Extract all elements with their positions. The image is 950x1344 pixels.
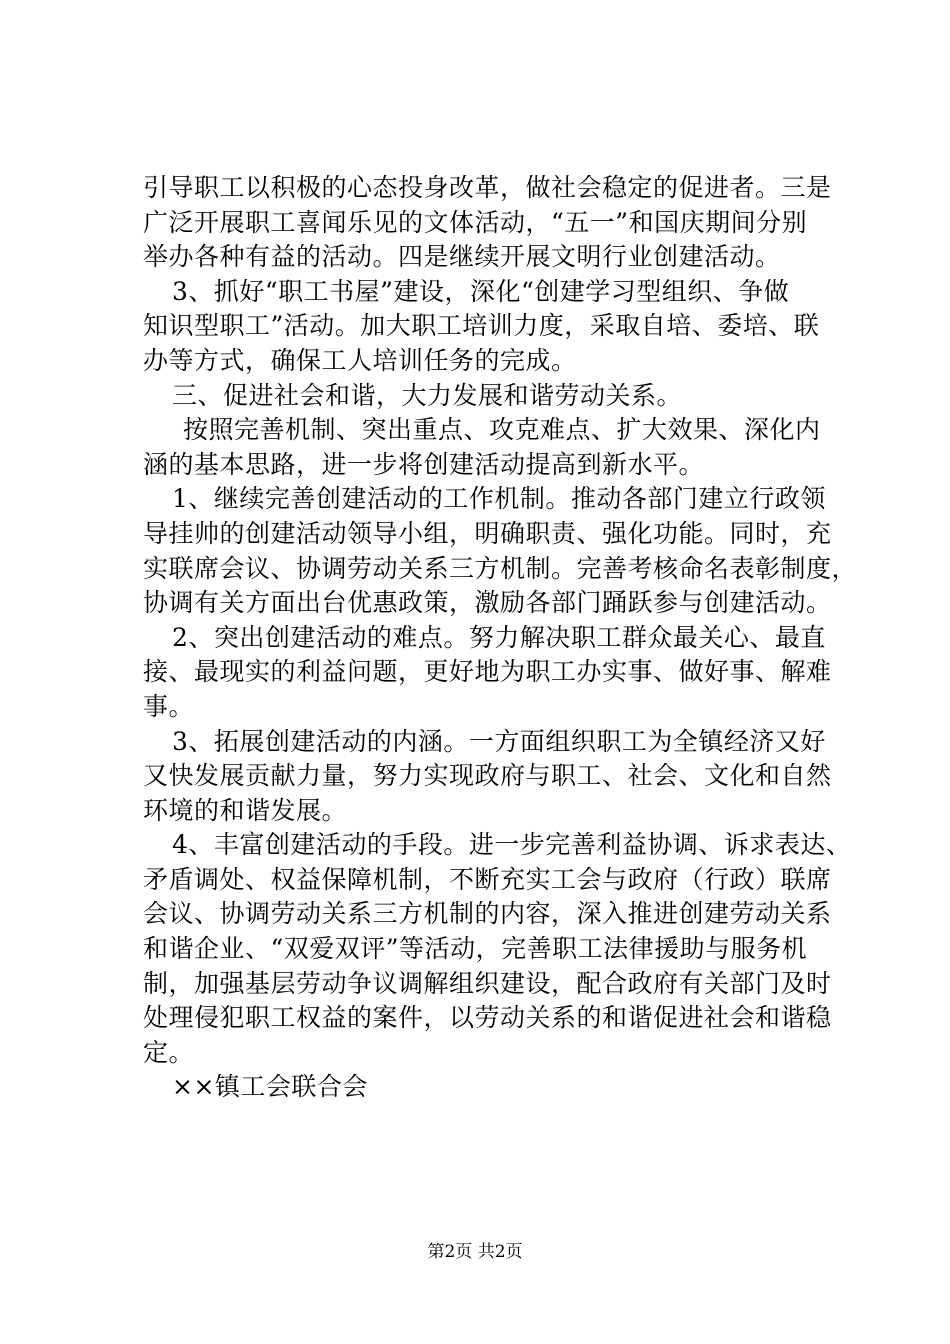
text-line: 环境的和谐发展。 xyxy=(143,795,348,825)
page-number-footer: 第2页 共2页 xyxy=(427,1242,523,1262)
text-line: 举办各种有益的活动。四是继续开展文明行业创建活动。 xyxy=(143,242,781,272)
text-line: 知识型职工”活动。加大职工培训力度，采取自培、委培、联 xyxy=(143,311,820,341)
text-line: 事。 xyxy=(143,691,195,721)
paragraph-item-3: 3、拓展创建活动的内涵。一方面组织职工为全镇经济又好 xyxy=(172,726,826,756)
text-line: 涵的基本思路，进一步将创建活动提高到新水平。 xyxy=(143,449,705,479)
text-line: 办等方式，确保工人培训任务的完成。 xyxy=(143,345,577,375)
text-line: 定。 xyxy=(143,1037,195,1067)
text-line: 会议、协调劳动关系三方机制的内容，深入推进创建劳动关系 xyxy=(143,899,832,929)
text-line: 接、最现实的利益问题，更好地为职工办实事、做好事、解难 xyxy=(143,657,832,687)
text-line: 导挂帅的创建活动领导小组，明确职责、强化功能。同时，充 xyxy=(143,518,832,548)
text-line: 矛盾调处、权益保障机制，不断充实工会与政府（行政）联席 xyxy=(143,864,832,894)
paragraph-item-4: 4、丰富创建活动的手段。进一步完善利益协调、诉求表达、 xyxy=(172,830,852,860)
text-line: 实联席会议、协调劳动关系三方机制。完善考核命名表彰制度， xyxy=(143,553,858,583)
paragraph-heading-3: 3、抓好“职工书屋”建设，深化“创建学习型组织、争做 xyxy=(172,276,790,306)
text-line: 协调有关方面出台优惠政策，激励各部门踊跃参与创建活动。 xyxy=(143,588,832,618)
paragraph-start: 按照完善机制、突出重点、攻克难点、扩大效果、深化内 xyxy=(183,415,821,445)
text-line: 引导职工以积极的心态投身改革，做社会稳定的促进者。三是 xyxy=(143,173,832,202)
text-line: 和谐企业、“双爱双评”等活动，完善职工法律援助与服务机 xyxy=(143,934,808,964)
text-line: 广泛开展职工喜闻乐见的文体活动，“五一”和国庆期间分别 xyxy=(143,207,808,237)
paragraph-item-2: 2、突出创建活动的难点。努力解决职工群众最关心、最直 xyxy=(172,622,826,652)
text-line: 处理侵犯职工权益的案件，以劳动关系的和谐促进社会和谐稳 xyxy=(143,1003,832,1033)
section-heading: 三、促进社会和谐，大力发展和谐劳动关系。 xyxy=(172,380,683,410)
signature-line: ××镇工会联合会 xyxy=(172,1072,368,1102)
document-body xyxy=(143,171,858,1105)
paragraph-item-1: 1、继续完善创建活动的工作机制。推动各部门建立行政领 xyxy=(172,484,826,514)
text-line: 又快发展贡献力量，努力实现政府与职工、社会、文化和自然 xyxy=(143,761,832,791)
text-line: 制，加强基层劳动争议调解组织建设，配合政府有关部门及时 xyxy=(143,968,832,998)
